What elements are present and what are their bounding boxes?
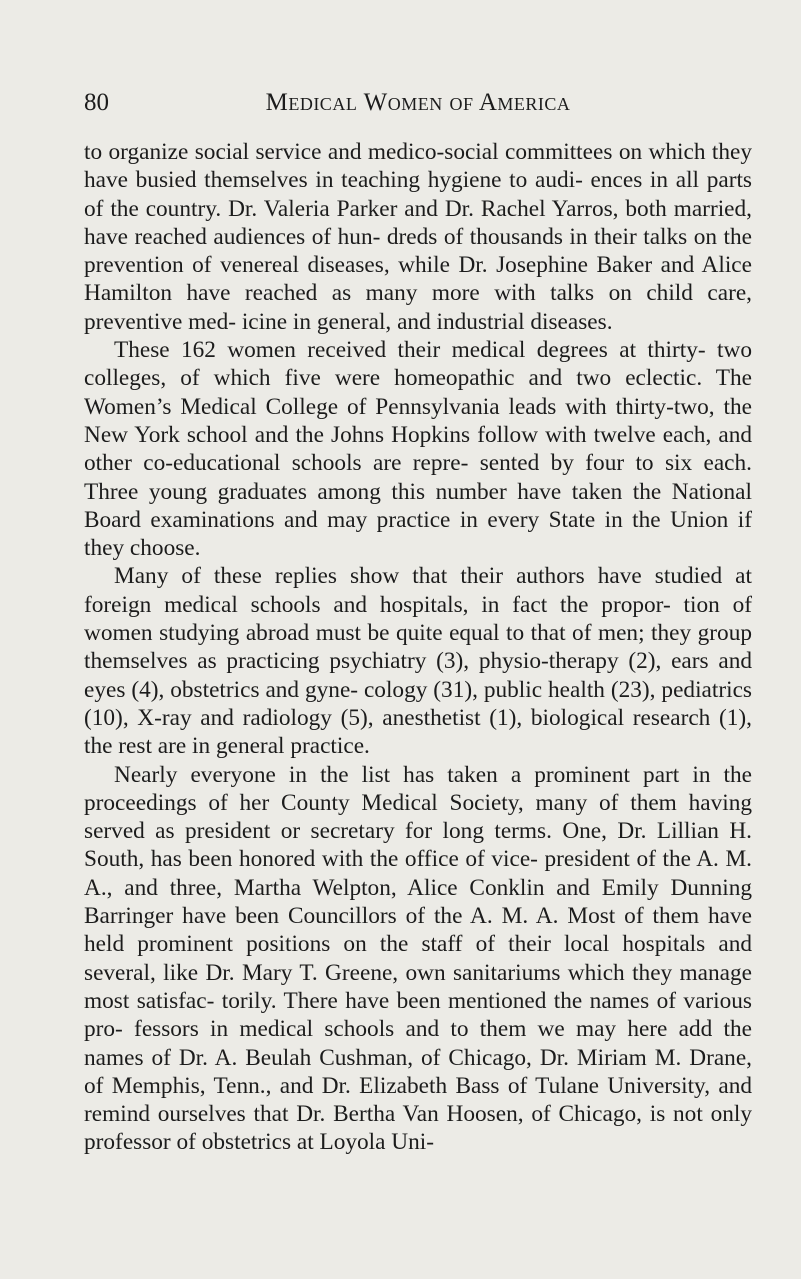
page-number: 80 [84,89,109,116]
running-title: Medical Women of America [265,89,571,116]
paragraph: These 162 women received their medical degrees at thirty- two colleges, of which five were homeopathic and two eclectic. The Women’s Medical College of Pennsylvania leads with thirty-two, the New York school and the Johns Hopkins follow with twelve each, and other co-educational schools are repre- sented by four to six each. Three young graduates among this number have taken the National Board examinations and may practice in every State in the Union if they choose. [84,337,752,562]
body-text [84,138,752,1157]
paragraph: Many of these replies show that their authors have studied at foreign medical schools and hospitals, in fact the propor- tion of women studying abroad must be quite equal to that of men; they group themselves as practicing psychiatry (3), physio-therapy (2), ears and eyes (4), obstetrics and gyne- cology (31), public health (23), pediatrics (10), X-ray and radiology (5), anesthetist (1), biological research (1), the rest are in general practice. [84,563,752,760]
paragraph: Nearly everyone in the list has taken a prominent part in the proceedings of her County Medical Society, many of them having served as president or secretary for long terms. One, Dr. Lillian H. South, has been honored with the office of vice- president of the A. M. A., and three, Martha Welpton, Alice Conklin and Emily Dunning Barringer have been Councillors of the A. M. A. Most of them have held prominent positions on the staff of their local hospitals and several, like Dr. Mary T. Greene, own sanitariums which they manage most satisfac- torily. There have been mentioned the names of various pro- fessors in medical schools and to them we may here add the names of Dr. A. Beulah Cushman, of Chicago, Dr. Miriam M. Drane, of Memphis, Tenn., and Dr. Elizabeth Bass of Tulane University, and remind ourselves that Dr. Bertha Van Hoosen, of Chicago, is not only professor of obstetrics at Loyola Uni- [84,761,752,1156]
running-head [84,88,752,118]
paragraph-continued: to organize social service and medico-social committees on which they have busied themselves in teaching hygiene to audi- ences in all parts of the country. Dr. Valeria Parker and Dr. Rachel Yarros, both married, have reached audiences of hun- dreds of thousands in their talks on the prevention of venereal diseases, while Dr. Josephine Baker and Alice Hamilton have reached as many more with talks on child care, preventive med- icine in general, and industrial diseases. [84,139,752,335]
